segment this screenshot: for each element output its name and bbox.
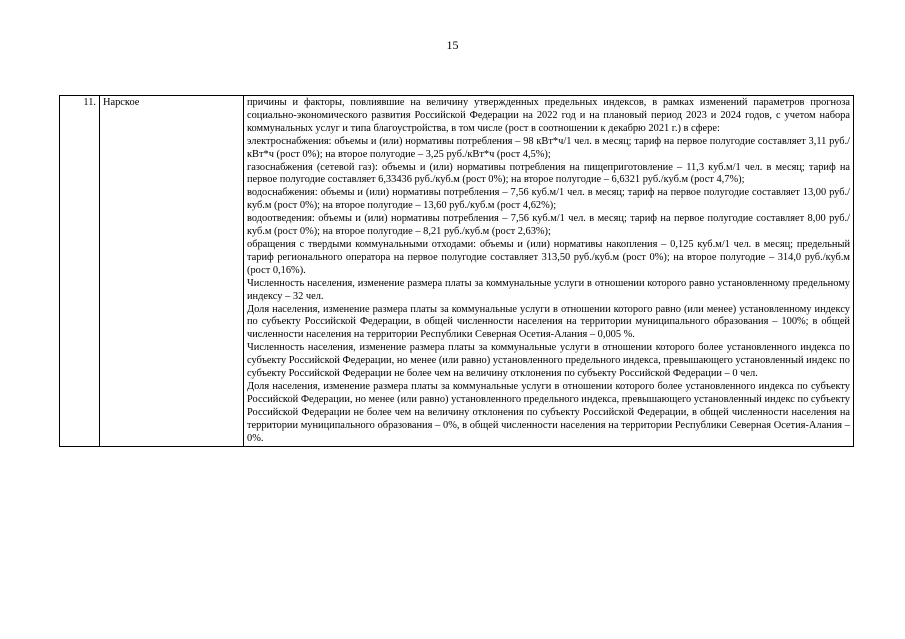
paragraph: электроснабжения: объемы и (или) нормативы потребления – 98 кВт*ч/1 чел. в месяц; тариф на первое полугодие составляет 3,11 руб./кВт*ч (рост 0%); на второе полугодие – 3,25 руб./кВт*ч (рост 4,5%);	[247, 135, 850, 160]
paragraph: Доля населения, изменение размера платы за коммунальные услуги в отношении которого более установленного индекса по субъекту Российской Федерации, но менее (или равно) установленного предельного индекса, превышающего установленный индекс по субъекту Российской Федерации не более чем на величину отклонения по субъекту Российской Федерации, в общей численности населения на территории муниципального образования – 0%, в общей численности населения на территории Республики Северная Осетия-Алания – 0%.	[247, 380, 850, 444]
paragraph: Доля населения, изменение размера платы за коммунальные услуги в отношении которого равно (или менее) установленному индексу по субъекту Российской Федерации, в общей численности населения на территории муниципального образования – 100%; в общей численности населения на территории Республики Северная Осетия-Алания – 0,005 %.	[247, 303, 850, 341]
page-number: 15	[446, 38, 459, 52]
content-cell	[244, 96, 854, 447]
paragraph: Численность населения, изменение размера платы за коммунальные услуги в отношении которого равно установленному предельному индексу – 32 чел.	[247, 277, 850, 302]
row-number: 11.	[60, 96, 100, 447]
paragraph: причины и факторы, повлиявшие на величину утвержденных предельных индексов, в рамках изменений параметров прогноза социально-экономического развития Российской Федерации на 2022 год и на плановый период 2023 и 2024 годов, с учетом набора коммунальных услуг и типа благоустройства, в том числе (рост в соотношении к декабрю 2021 г.) в сфере:	[247, 97, 850, 134]
municipality-name: Нарское	[100, 96, 244, 447]
paragraph: газоснабжения (сетевой газ): объемы и (или) нормативы потребления на пищеприготовление – 11,3 куб.м/1 чел. в месяц; тариф на первое полугодие составляет 6,33436 руб./куб.м (рост 0%); на второе полугодие – 6,6321 руб./куб.м (рост 4,7%);	[247, 161, 850, 186]
paragraph: водоснабжения: объемы и (или) нормативы потребления – 7,56 куб.м/1 чел. в месяц; тариф на первое полугодие составляет 13,00 руб./куб.м (рост 0%); на второе полугодие – 13,60 руб./куб.м (рост 4,62%);	[247, 187, 850, 212]
paragraph: водоотведения: объемы и (или) нормативы потребления – 7,56 куб.м/1 чел. в месяц; тариф на первое полугодие составляет 8,00 руб./куб.м (рост 0%); на второе полугодие – 8,21 руб./куб.м (рост 2,63%);	[247, 213, 850, 238]
paragraph: Численность населения, изменение размера платы за коммунальные услуги в отношении которого более установленного индекса по субъекту Российской Федерации, но менее (или равно) установленного предельного индекса, превышающего установленный индекс по субъекту Российской Федерации не более чем на величину отклонения по субъекту Российской Федерации – 0 чел.	[247, 342, 850, 380]
paragraph: обращения с твердыми коммунальными отходами: объемы и (или) нормативы накопления – 0,125 куб.м/1 чел. в месяц; предельный тариф регионального оператора на первое полугодие составляет 313,50 руб./куб.м (рост 0%); на второе полугодие – 314,0 руб./куб.м (рост 0,16%).	[247, 238, 850, 276]
table-row	[60, 96, 854, 447]
data-table	[59, 95, 854, 447]
